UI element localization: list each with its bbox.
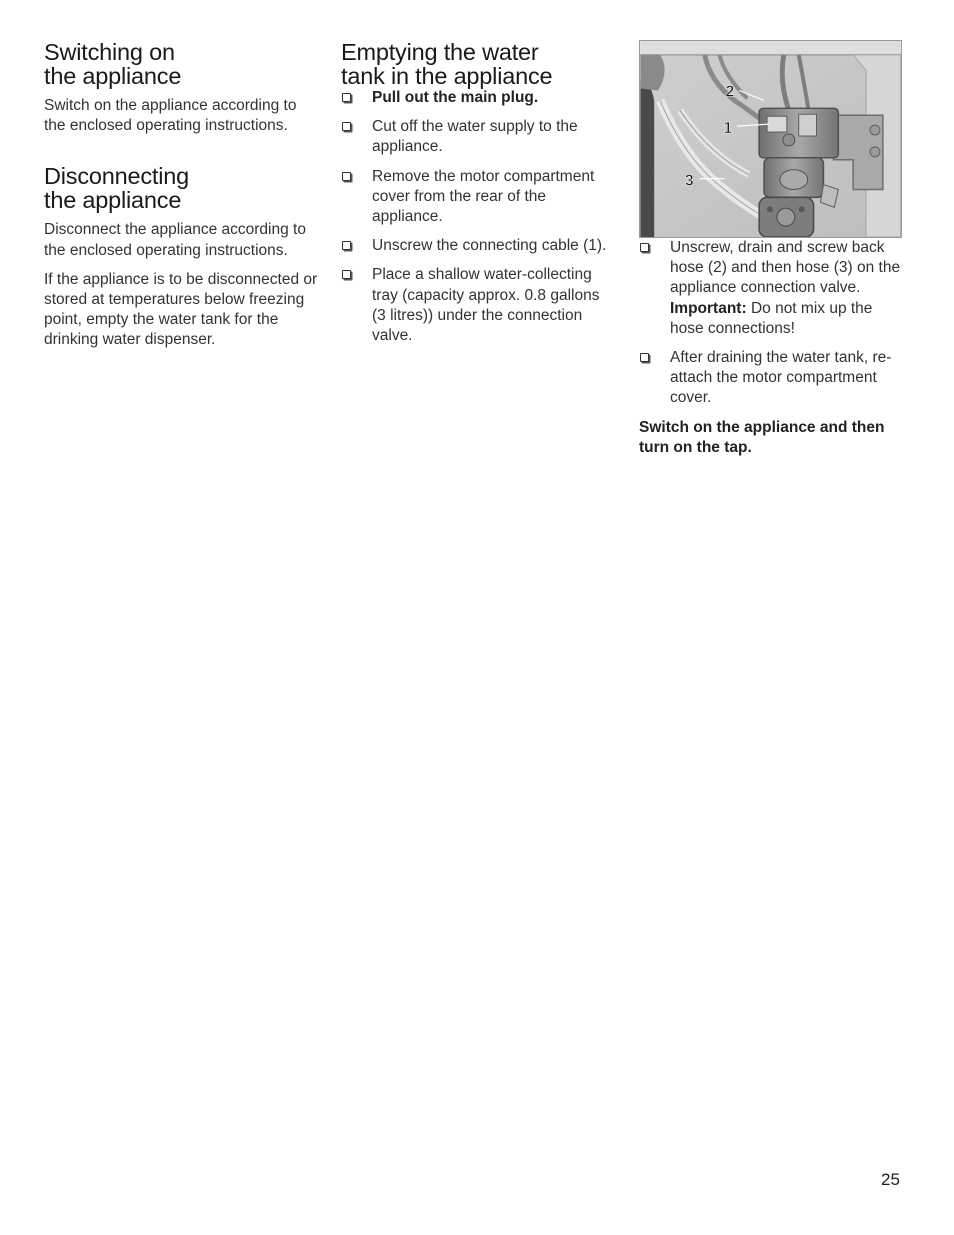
step-item: [639, 348, 909, 409]
step-text: After draining the water tank, re-attach the motor compartment cover.: [670, 349, 892, 407]
step-item: [341, 236, 617, 256]
switching-on-text: Switch on the appliance according to the enclosed operating instructions.: [44, 97, 297, 135]
draining-steps-list: [639, 238, 909, 409]
switching-on-heading: [44, 40, 320, 88]
checkbox-icon: [640, 353, 649, 362]
checkbox-icon: [640, 243, 649, 252]
connection-valve-photo: [639, 40, 902, 238]
heading-line: Disconnecting: [44, 163, 190, 190]
final-instruction: Switch on the appliance and then turn on the tap.: [639, 418, 885, 456]
important-label: Important:: [670, 299, 747, 317]
disconnecting-text: Disconnect the appliance according to the enclosed operating instructions.: [44, 221, 306, 259]
step-text: Place a shallow water-collecting tray (capacity approx. 0.8 gallons (3 litres)) under the connection valve.: [372, 266, 600, 345]
step-item: [341, 117, 617, 157]
heading-line: Emptying the water: [341, 39, 539, 65]
middle-column: [341, 40, 617, 355]
emptying-steps-list: [341, 88, 617, 346]
step-text: Unscrew, drain and screw back hose (2) and then hose (3) on the appliance connection valve.: [670, 239, 901, 297]
checkbox-icon: [342, 122, 351, 131]
callout-label: 1: [723, 120, 733, 138]
left-column: [44, 40, 320, 351]
step-item: [639, 238, 909, 339]
callout-label: 2: [725, 83, 735, 101]
step-item: [341, 265, 617, 346]
heading-line: Switching on: [44, 39, 175, 65]
checkbox-icon: [342, 172, 351, 181]
step-text: Pull out the main plug.: [372, 89, 539, 106]
freezing-warning-text: If the appliance is to be disconnected or stored at temperatures below freezing point, empty the water tank for the drinking water dispenser.: [44, 270, 318, 349]
checkbox-icon: [342, 241, 351, 250]
important-text: Do not mix up the hose connections!: [670, 299, 873, 337]
step-text: Remove the motor compartment cover from the rear of the appliance.: [372, 167, 595, 226]
callout-label: 3: [684, 172, 694, 190]
disconnecting-heading: [44, 164, 320, 212]
step-item: [341, 88, 617, 108]
step-text: Unscrew the connecting cable (1).: [372, 237, 607, 255]
right-column: [639, 40, 909, 458]
step-text: Cut off the water supply to the appliance.: [372, 118, 578, 156]
heading-line: the appliance: [44, 187, 182, 214]
step-item: [341, 167, 617, 228]
page-number: 25: [881, 1170, 900, 1189]
heading-line: the appliance: [44, 63, 182, 89]
heading-line: tank in the appliance: [341, 63, 553, 89]
checkbox-icon: [342, 93, 351, 102]
emptying-tank-heading: [341, 40, 617, 88]
checkbox-icon: [342, 270, 351, 279]
